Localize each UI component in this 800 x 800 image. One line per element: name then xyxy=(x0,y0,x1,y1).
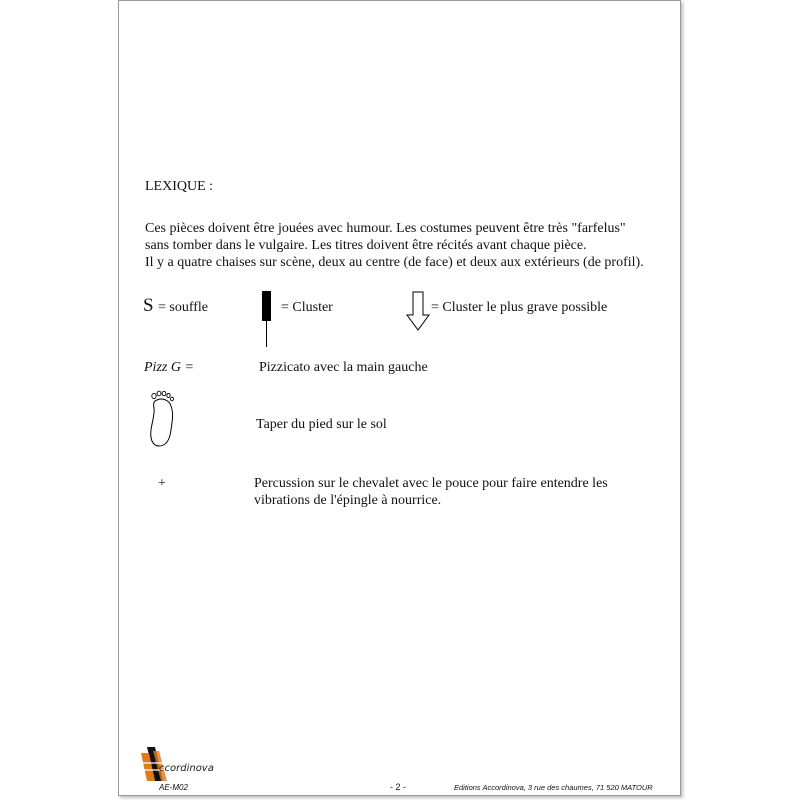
intro-paragraph xyxy=(145,220,644,271)
percussion-symbol: + xyxy=(158,476,166,491)
pizz-label: Pizzicato avec la main gauche xyxy=(259,360,428,375)
intro-line: sans tomber dans le vulgaire. Les titres doivent être récités avant chaque pièce. xyxy=(145,238,587,253)
percussion-line: Percussion sur le chevalet avec le pouce pour faire entendre les xyxy=(254,476,608,491)
souffle-symbol: S xyxy=(143,295,154,316)
intro-line: Ces pièces doivent être jouées avec humour. Les costumes peuvent être très "farfelus" xyxy=(145,221,626,236)
percussion-label xyxy=(254,475,608,509)
publisher-footer: Editions Accordinova, 3 rue des chaumes, 71 520 MATOUR xyxy=(454,783,653,792)
catalog-code: AE-M02 xyxy=(159,783,188,792)
intro-line: Il y a quatre chaises sur scène, deux au centre (de face) et deux aux extérieurs (de profil). xyxy=(145,255,644,270)
cluster-grave-label: = Cluster le plus grave possible xyxy=(431,300,608,315)
cluster-stem-icon xyxy=(261,291,273,347)
percussion-line: vibrations de l'épingle à nourrice. xyxy=(254,493,442,508)
pizz-symbol: Pizz G = xyxy=(144,360,194,375)
souffle-label: = souffle xyxy=(158,300,209,315)
down-arrow-icon xyxy=(406,291,430,331)
cluster-label: = Cluster xyxy=(281,300,333,315)
lexicon-heading: LEXIQUE : xyxy=(145,179,214,194)
foot-outline-icon xyxy=(147,390,181,448)
document-page xyxy=(118,0,681,796)
logo-wordmark: ccordinova xyxy=(159,763,214,774)
page-number: - 2 - xyxy=(390,782,407,792)
foot-label: Taper du pied sur le sol xyxy=(256,417,387,432)
